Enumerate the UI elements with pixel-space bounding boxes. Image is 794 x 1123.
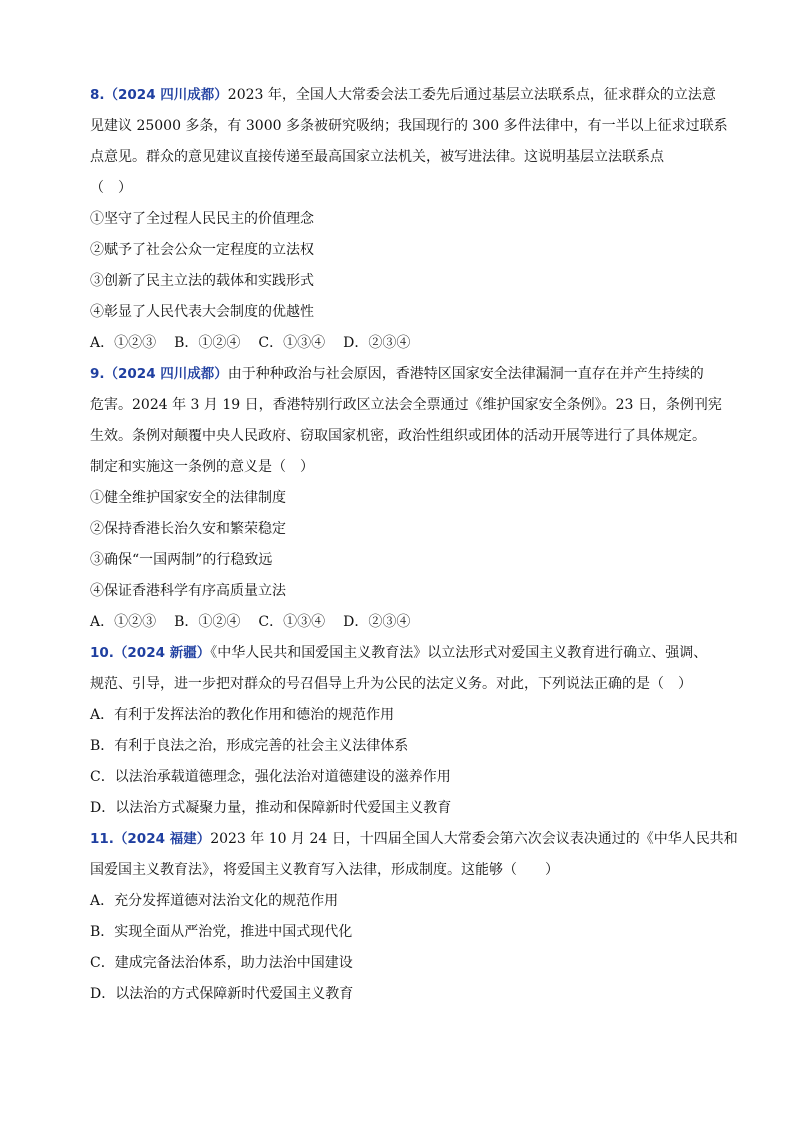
option-c: C．①③④ (258, 335, 326, 351)
answer-blank: （ ） (90, 180, 132, 196)
question-stem-line (90, 359, 710, 390)
document-page (90, 80, 738, 1010)
question-stem-text: 《中华人民共和国爱国主义教育法》以立法形式对爱国主义教育进行确立、强调、 (210, 645, 708, 661)
statement-item: ②赋予了社会公众一定程度的立法权 (90, 242, 314, 258)
option-c: C．①③④ (258, 614, 326, 630)
option-b: B．①②④ (174, 335, 241, 351)
answer-options-row (90, 328, 710, 359)
option-d: D．②③④ (343, 614, 411, 630)
statement-item: ④保证香港科学有序高质量立法 (90, 583, 286, 599)
question-stem-line: 危害。2024 年 3 月 19 日，香港特别行政区立法会全票通过《维护国家安全条例》。23 日，条例刊宪 (90, 397, 722, 413)
question-9 (90, 359, 722, 638)
option-a: A．①②③ (90, 614, 157, 630)
question-source-tag: 9.（2024 四川成都） (90, 366, 228, 382)
question-stem-line (90, 638, 710, 669)
question-source-tag: 11.（2024 福建） (90, 831, 211, 847)
question-stem-line: 国爱国主义教育法》，将爱国主义教育写入法律，形成制度。这能够（ ） (90, 862, 559, 878)
choice-b: B．实现全面从严治党，推进中国式现代化 (90, 924, 353, 940)
choice-d: D．以法治方式凝聚力量，推动和保障新时代爱国主义教育 (90, 800, 452, 816)
choice-b: B．有利于良法之治，形成完善的社会主义法律体系 (90, 738, 409, 754)
statement-item: ③创新了民主立法的载体和实践形式 (90, 273, 314, 289)
statement-item: ④彰显了人民代表大会制度的优越性 (90, 304, 314, 320)
question-stem-line: 生效。条例对颠覆中央人民政府、窃取国家机密，政治性组织或团体的活动开展等进行了具体规定。 (90, 428, 706, 444)
question-11 (90, 824, 738, 1010)
question-stem-line: 见建议 25000 多条，有 3000 多条被研究吸纳；我国现行的 300 多件法律中，有一半以上征求过联系 (90, 118, 728, 134)
statement-item: ③确保“一国两制”的行稳致远 (90, 552, 273, 568)
question-stem-text: 由于种种政治与社会原因，香港特区国家安全法律漏洞一直存在并产生持续的 (227, 366, 704, 382)
choice-a: A．充分发挥道德对法治文化的规范作用 (90, 893, 339, 909)
question-source-tag: 10.（2024 新疆） (90, 645, 211, 661)
question-8 (90, 80, 728, 359)
option-d: D．②③④ (343, 335, 411, 351)
statement-item: ①健全维护国家安全的法律制度 (90, 490, 286, 506)
question-stem-line (90, 80, 716, 111)
question-stem-text: 2023 年，全国人大常委会法工委先后通过基层立法联系点，征求群众的立法意 (227, 87, 716, 103)
question-stem-line (90, 824, 738, 855)
option-a: A．①②③ (90, 335, 157, 351)
question-stem-line: 点意见。群众的意见建议直接传递至最高国家立法机关，被写进法律。这说明基层立法联系点 (90, 149, 664, 165)
question-stem-line: 制定和实施这一条例的意义是（ ） (90, 459, 314, 475)
choice-a: A．有利于发挥法治的教化作用和德治的规范作用 (90, 707, 395, 723)
question-stem-text: 2023 年 10 月 24 日，十四届全国人大常委会第六次会议表决通过的《中华人民共和 (210, 831, 738, 847)
question-stem-line: 规范、引导，进一步把对群众的号召倡导上升为公民的法定义务。对此，下列说法正确的是（ ） (90, 676, 692, 692)
statement-item: ②保持香港长治久安和繁荣稳定 (90, 521, 286, 537)
question-source-tag: 8.（2024 四川成都） (90, 87, 228, 103)
choice-c: C．建成完备法治体系，助力法治中国建设 (90, 955, 353, 971)
choice-d: D．以法治的方式保障新时代爱国主义教育 (90, 986, 354, 1002)
statement-item: ①坚守了全过程人民民主的价值理念 (90, 211, 314, 227)
answer-options-row (90, 607, 710, 638)
question-10 (90, 638, 710, 824)
choice-c: C．以法治承载道德理念，强化法治对道德建设的滋养作用 (90, 769, 451, 785)
option-b: B．①②④ (174, 614, 241, 630)
